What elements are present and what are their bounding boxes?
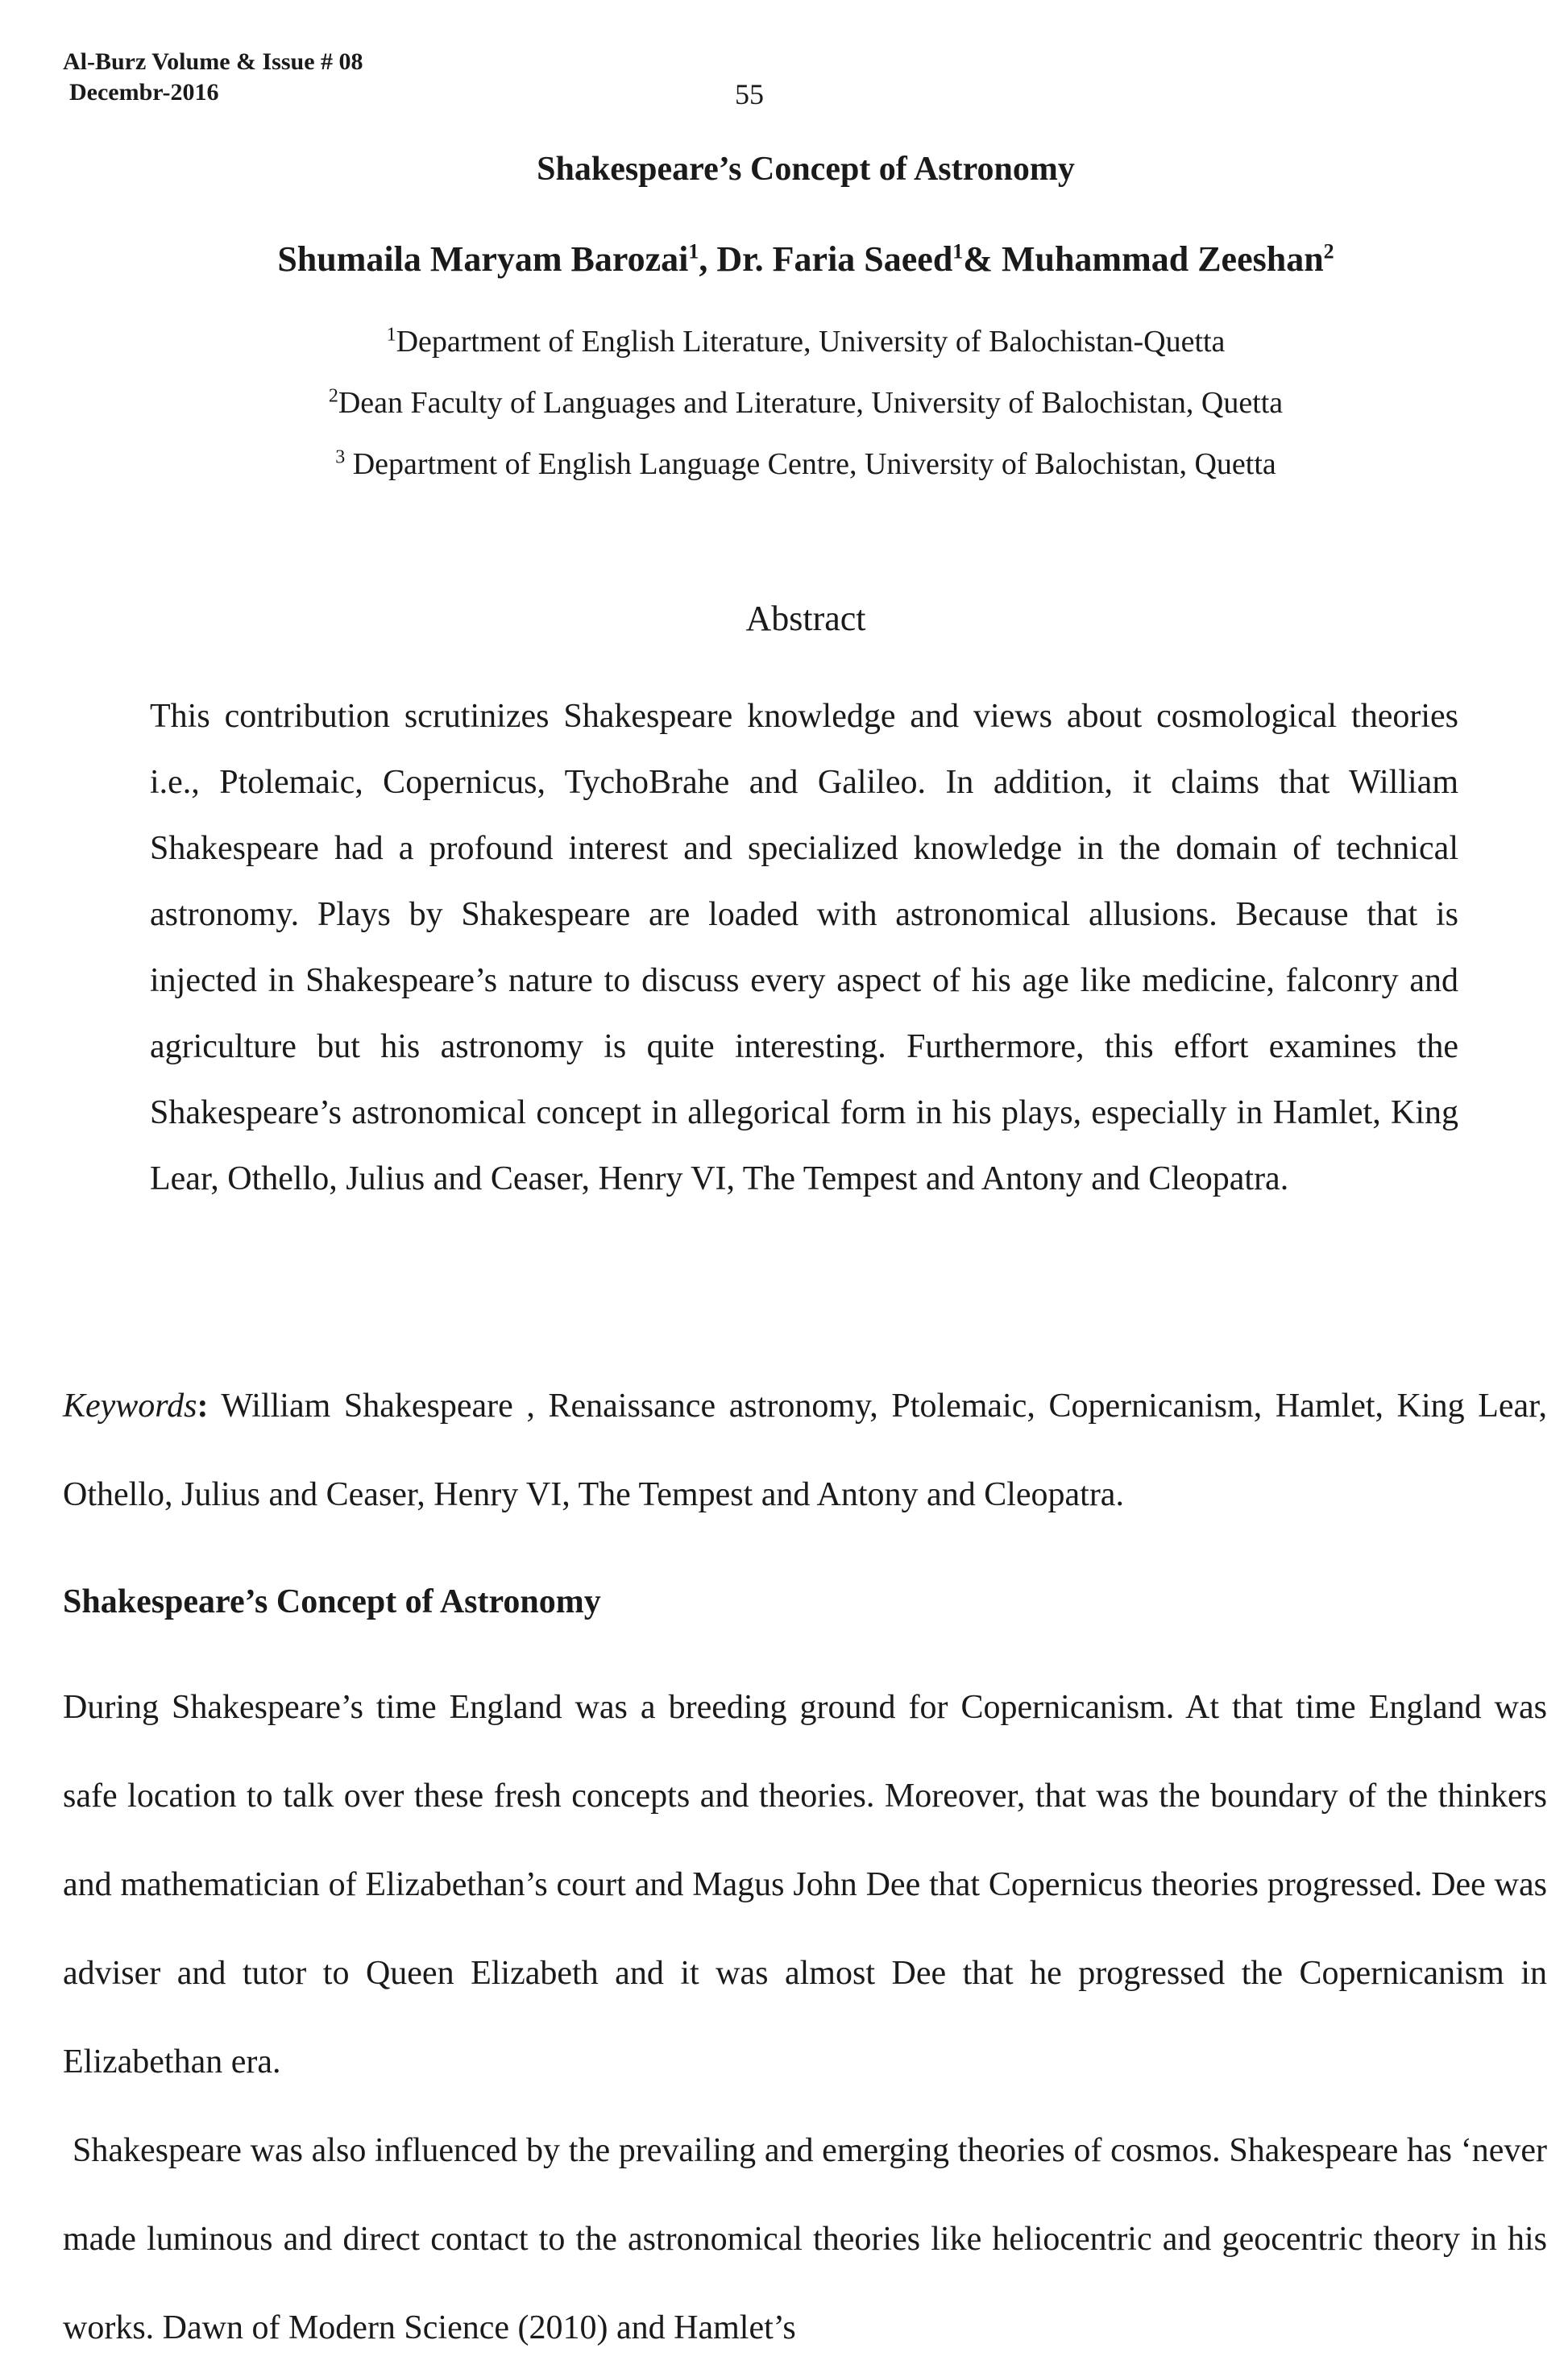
journal-date: Decembr-2016 (69, 79, 219, 106)
journal-volume: Al-Burz Volume & Issue # 08 (63, 48, 363, 75)
affiliation (0, 385, 1568, 446)
author-list (0, 239, 1568, 280)
keywords-colon: : (197, 1388, 209, 1425)
keywords-text: William Shakespeare , Renaissance astronomy, Ptolemaic, Copernicanism, Hamlet, King Lear, Othello, Julius and Ceaser, Henry VI, The Tempest and Antony and Cleopatra. (63, 1388, 1547, 1513)
author-name: Shumaila Maryam Barozai (277, 239, 689, 279)
author-affiliation-mark: 2 (1323, 239, 1334, 263)
journal-header (63, 47, 363, 108)
author-affiliation-mark: 1 (952, 239, 964, 263)
affiliation-text: Dean Faculty of Languages and Literature, University of Balochistan, Quetta (338, 386, 1284, 420)
author-separator: , (699, 239, 717, 279)
author-name: Muhammad Zeeshan (1001, 239, 1324, 279)
keywords (63, 1362, 1547, 1539)
affiliation-text: Department of English Language Centre, University of Balochistan, Quetta (345, 447, 1276, 481)
author-affiliation-mark: 1 (688, 239, 699, 263)
abstract-heading: Abstract (745, 599, 866, 638)
paragraph: Shakespeare was also influenced by the prevailing and emerging theories of cosmos. Shakespeare has ‘never made luminous and direct contact to the astronomical theories like heliocentric and geocentric theory in his works. Dawn of Modern Science (2010) and Hamlet’s (63, 2132, 1547, 2346)
affiliation-mark: 2 (328, 385, 338, 407)
author-separator: & (963, 239, 1002, 279)
paper-title: Shakespeare’s Concept of Astronomy (537, 151, 1075, 188)
section-heading: Shakespeare’s Concept of Astronomy (63, 1583, 601, 1620)
affiliation-list (0, 324, 1568, 508)
paragraph: During Shakespeare’s time England was a breeding ground for Copernicanism. At that time England was safe location to talk over these fresh concepts and theories. Moreover, that was the boundary of the thinkers and mathematician of Elizabethan’s court and Magus John Dee that Copernicus theories progressed. Dee was adviser and tutor to Queen Elizabeth and it was almost Dee that he progressed the Copernicanism in Elizabethan era. (63, 1689, 1547, 2081)
affiliation-mark: 1 (386, 324, 396, 346)
affiliation (0, 324, 1568, 385)
affiliation-text: Department of English Literature, University of Balochistan-Quetta (396, 325, 1226, 359)
affiliation-mark: 3 (335, 446, 346, 468)
page-number: 55 (735, 78, 764, 110)
section-body (63, 1663, 1547, 2372)
affiliation (0, 446, 1568, 508)
abstract-text: This contribution scrutinizes Shakespeare knowledge and views about cosmological theories i.e., Ptolemaic, Copernicus, TychoBrahe and Galileo. In addition, it claims that William Shakespeare had a profound interest and specialized knowledge in the domain of technical astronomy. Plays by Shakespeare are loaded with astronomical allusions. Because that is injected in Shakespeare’s nature to discuss every aspect of his age like medicine, falconry and agriculture but his astronomy is quite interesting. Furthermore, this effort examines the Shakespeare’s astronomical concept in allegorical form in his plays, especially in Hamlet, King Lear, Othello, Julius and Ceaser, Henry VI, The Tempest and Antony and Cleopatra. (150, 698, 1458, 1197)
author-name: Dr. Faria Saeed (716, 239, 953, 279)
keywords-label: Keywords (63, 1388, 197, 1425)
